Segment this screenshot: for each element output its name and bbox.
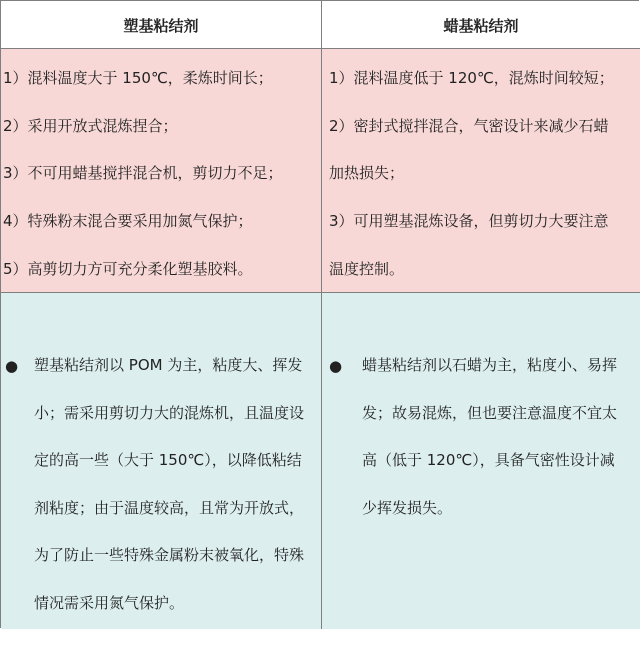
header-wax-binder [322, 1, 640, 49]
summary-line: 小；需采用剪切力大的混炼机，且温度设 [34, 403, 305, 422]
summary-line: 塑基粘结剂以 POM 为主，粘度大、挥发 [34, 356, 303, 374]
column-divider [321, 1, 322, 629]
summary-paragraph [362, 342, 617, 532]
summary-line: 蜡基粘结剂以石蜡为主，粘度小、易挥 [362, 356, 618, 374]
wax-binder-summary-cell [322, 293, 640, 629]
header-right-text: 蜡基粘结剂 [443, 16, 519, 35]
list-item-continuation: 温度控制。 [329, 260, 405, 278]
summary-line: 发；故易混炼，但也要注意温度不宜太 [362, 403, 618, 422]
plastic-binder-process-cell [1, 49, 321, 293]
list-item: 4）特殊粉末混合要采用加氮气保护； [3, 212, 253, 230]
bullet-icon: ● [329, 357, 343, 375]
summary-line: 情况需采用氮气保护。 [34, 593, 185, 612]
wax-binder-process-cell [322, 49, 640, 293]
summary-paragraph [34, 342, 304, 627]
list-item: 1）混料温度大于 150℃，柔炼时间长； [3, 69, 273, 87]
row-divider [1, 48, 640, 49]
summary-line: 定的高一些（大于 150℃），以降低粘结 [34, 451, 302, 469]
row-divider [1, 292, 640, 293]
plastic-binder-summary-cell [1, 293, 321, 629]
summary-line: 剂粘度；由于温度较高，且常为开放式， [34, 498, 305, 517]
bullet-icon: ● [5, 357, 19, 375]
list-item: 3）不可用蜡基搅拌混合机，剪切力不足； [3, 164, 283, 182]
list-item: 3）可用塑基混炼设备，但剪切力大要注意 [329, 212, 609, 230]
header-left-text: 塑基粘结剂 [123, 16, 199, 35]
list-item: 2）采用开放式混炼捏合； [3, 117, 178, 135]
header-plastic-binder [1, 1, 321, 49]
summary-line: 少挥发损失。 [362, 498, 453, 517]
summary-line: 高（低于 120℃），具备气密性设计减 [362, 451, 615, 469]
summary-line: 为了防止一些特殊金属粉末被氧化，特殊 [34, 546, 305, 564]
list-item: 2）密封式搅拌混合，气密设计来减少石蜡 [329, 117, 609, 135]
list-item: 1）混料温度低于 120℃，混炼时间较短； [329, 69, 614, 87]
list-item-continuation: 加热损失； [329, 164, 405, 182]
list-item: 5）高剪切力方可充分柔化塑基胶料。 [3, 260, 253, 278]
